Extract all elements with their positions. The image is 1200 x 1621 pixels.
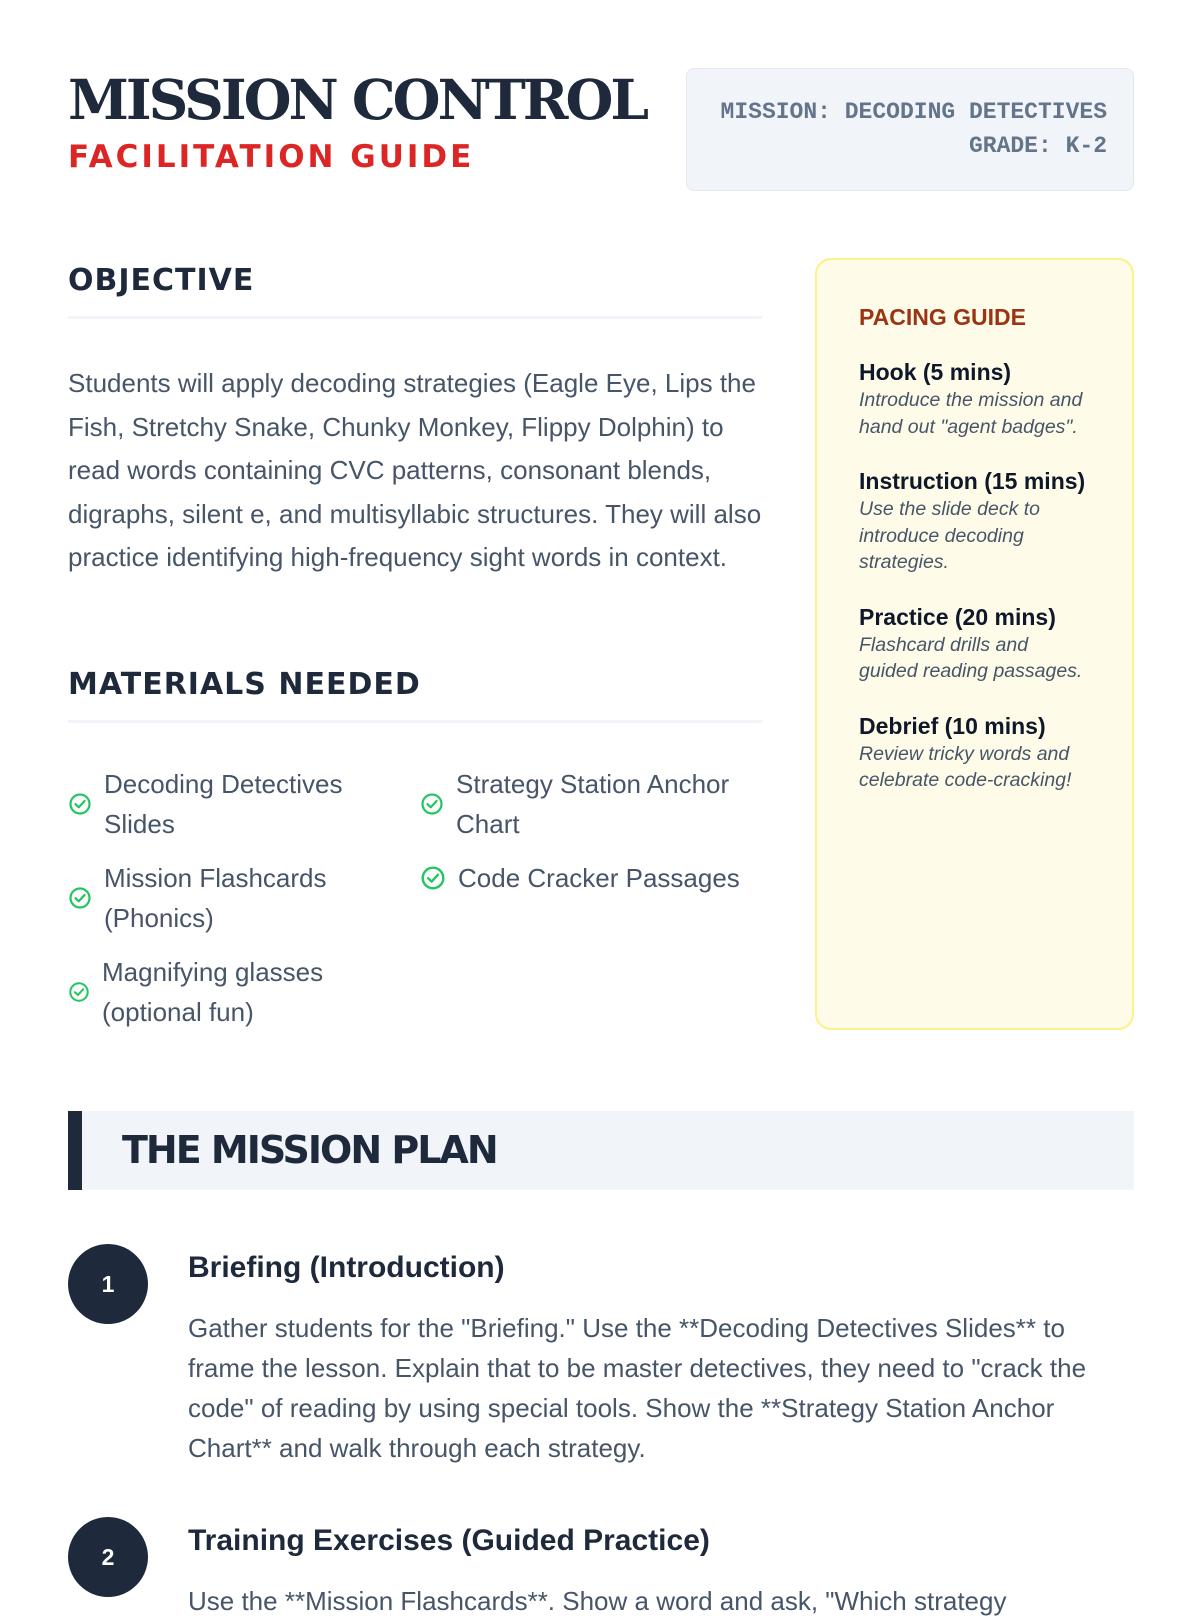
list-item xyxy=(420,764,765,844)
list-item xyxy=(68,858,398,938)
material-label: Mission Flashcards (Phonics) xyxy=(104,863,327,933)
pacing-item-desc: Review tricky words and celebrate code-cracking! xyxy=(859,742,1072,791)
pacing-item xyxy=(859,466,1092,576)
pacing-item-name: Hook (5 mins) xyxy=(859,359,1012,385)
check-circle-icon xyxy=(68,792,92,816)
pacing-item-name: Instruction (15 mins) xyxy=(859,468,1086,494)
material-label: Code Cracker Passages xyxy=(458,863,740,893)
pacing-item xyxy=(859,357,1092,440)
header xyxy=(68,68,1134,193)
material-label: Strategy Station Anchor Chart xyxy=(456,769,730,839)
pacing-item-desc: Use the slide deck to introduce decoding strategies. xyxy=(859,498,1041,573)
step-title: Training Exercises (Guided Practice) xyxy=(188,1524,710,1557)
list-item xyxy=(420,858,765,898)
page-title: MISSION CONTROL xyxy=(68,67,647,132)
objective-text: Students will apply decoding strategies (Eagle Eye, Lips the Fish, Stretchy Snake, Chunky Monkey, Flippy Dolphin) to read words containing CVC patterns, consonant blends, digraphs, silent e, and multisyllabic structures. They will also practice identifying high-frequency sight words in context. xyxy=(68,368,762,572)
plan-step xyxy=(68,1244,1134,1464)
plan-step xyxy=(68,1517,1134,1616)
list-item xyxy=(68,764,398,844)
material-label: Decoding Detectives Slides xyxy=(104,769,343,839)
check-circle-icon xyxy=(420,865,446,891)
grade-level: GRADE: K-2 xyxy=(968,133,1107,159)
pacing-item-desc: Introduce the mission and hand out "agent badges". xyxy=(859,389,1083,438)
step-number-badge: 1 xyxy=(68,1244,148,1324)
pacing-item-desc: Flashcard drills and guided reading passages. xyxy=(859,633,1083,682)
step-number-badge: 2 xyxy=(68,1517,148,1597)
pacing-guide-title: PACING GUIDE xyxy=(859,304,1026,330)
material-label: Magnifying glasses (optional fun) xyxy=(102,957,324,1027)
mission-plan-heading: THE MISSION PLAN xyxy=(122,1128,497,1172)
pacing-item xyxy=(859,602,1092,685)
pacing-guide-card xyxy=(815,258,1134,1030)
mission-plan-banner xyxy=(68,1111,1134,1190)
pacing-item xyxy=(859,711,1092,794)
materials-heading: MATERIALS NEEDED xyxy=(68,670,762,723)
step-title: Briefing (Introduction) xyxy=(188,1251,505,1284)
pacing-item-name: Practice (20 mins) xyxy=(859,603,1056,630)
mission-info-box xyxy=(686,68,1134,191)
check-circle-icon xyxy=(420,792,444,816)
check-circle-icon xyxy=(68,886,92,910)
step-body: Use the **Mission Flashcards**. Show a word and ask, "Which strategy xyxy=(188,1586,1007,1616)
mission-name: MISSION: DECODING DETECTIVES xyxy=(720,99,1107,125)
step-body: Gather students for the "Briefing." Use the **Decoding Detectives Slides** to frame the lesson. Explain that to be master detectives, they need to "crack the code" of reading by using special tools. Show the **Strategy Station Anchor Chart** and walk through each strategy. xyxy=(188,1313,1087,1463)
list-item xyxy=(68,952,398,1032)
objective-heading: OBJECTIVE xyxy=(68,266,762,319)
check-circle-icon xyxy=(68,981,90,1003)
pacing-item-name: Debrief (10 mins) xyxy=(859,712,1046,739)
page-subtitle: FACILITATION GUIDE xyxy=(68,139,475,175)
